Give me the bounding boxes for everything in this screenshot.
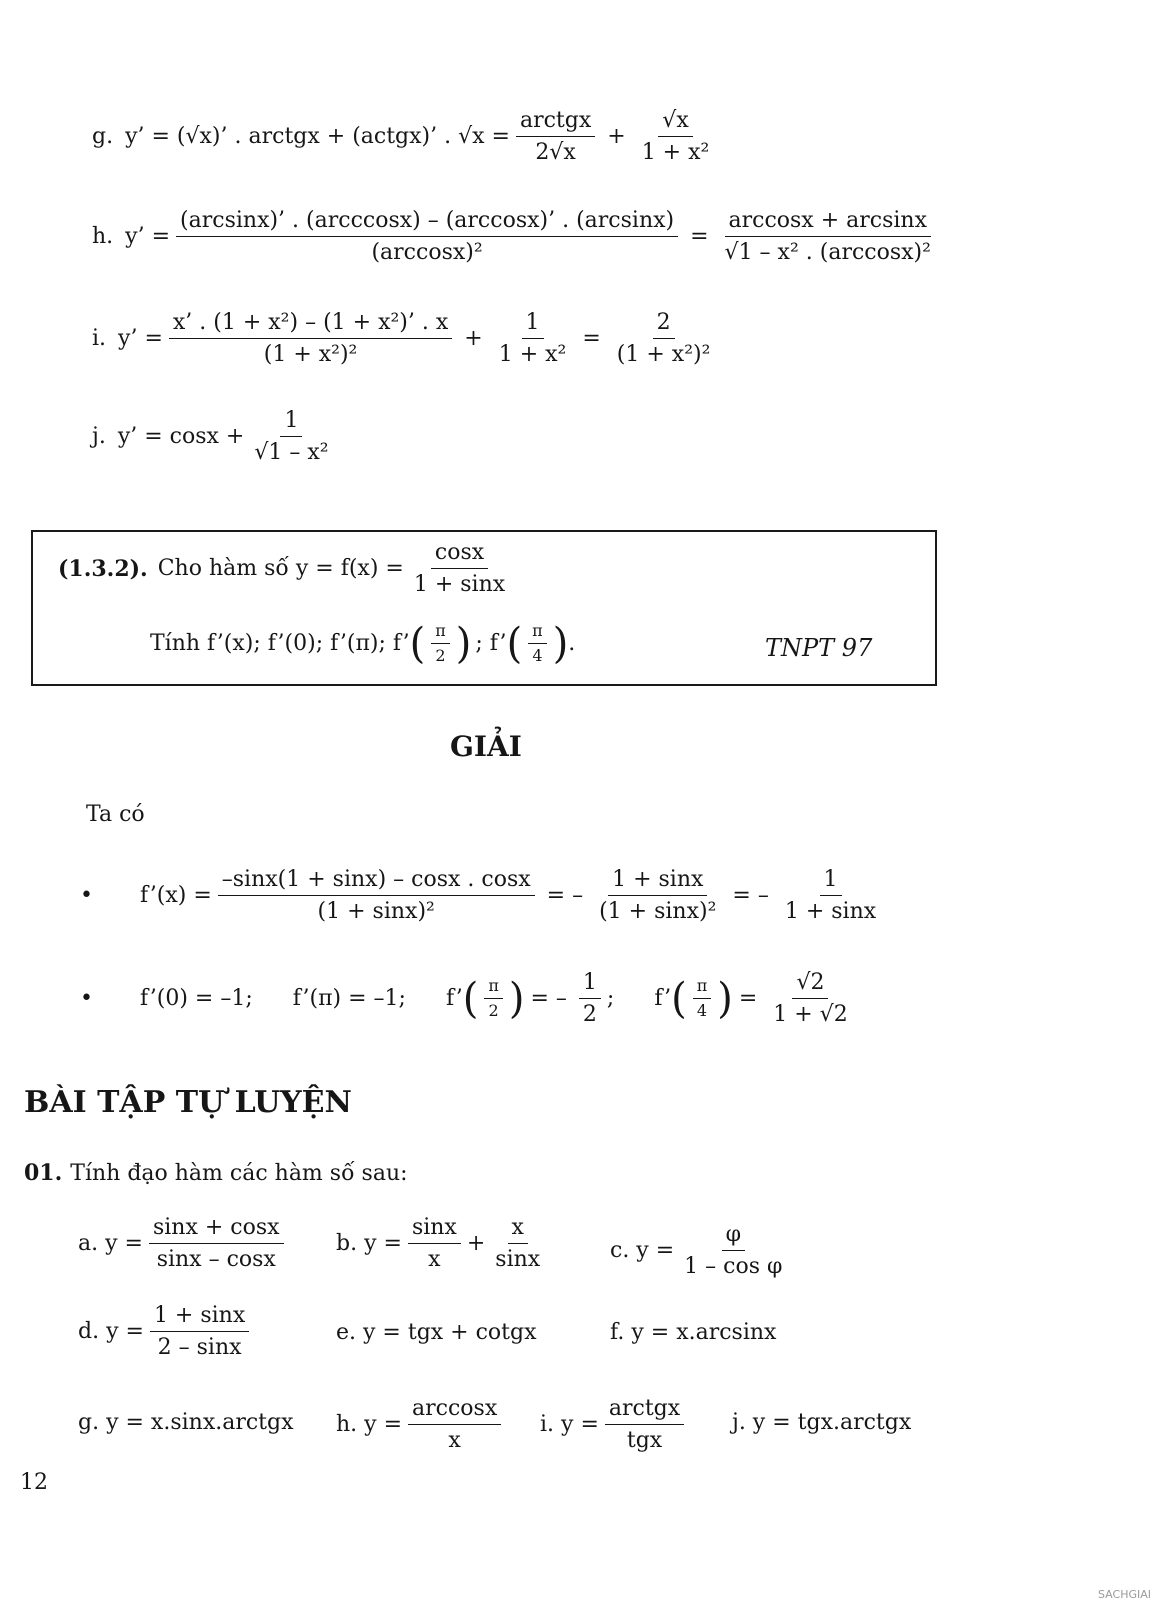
- problem-task: [150, 619, 576, 669]
- solution-l1-frac1-den: (1 + sinx)²: [317, 899, 435, 925]
- exercise-j: j. y = tgx.arctgx: [732, 1410, 912, 1435]
- deriv-h-frac1-den: (arccosx)²: [371, 240, 483, 266]
- solution-l2-pi-over-4-den: 4: [696, 1001, 708, 1021]
- exercise-a-den: sinx – cosx: [156, 1247, 276, 1273]
- deriv-i: [92, 310, 720, 368]
- deriv-i-frac1: [169, 310, 452, 368]
- deriv-i-frac2-num: 1: [522, 310, 544, 339]
- solution-l1-frac2-num: 1 + sinx: [608, 867, 707, 896]
- exercise-h-num: arccosx: [408, 1396, 501, 1425]
- exercise-c-num: φ: [722, 1222, 745, 1251]
- exercise-b-num1: sinx: [408, 1215, 461, 1244]
- solution-l1-frac2-den: (1 + sinx)²: [599, 899, 717, 925]
- solution-l2-pi-over-4: [693, 977, 712, 1021]
- exercise-d-frac: [150, 1303, 249, 1361]
- exercise-c-frac: [680, 1222, 786, 1280]
- exercise-g: g. y = x.sinx.arctgx: [78, 1410, 294, 1435]
- paren-open-icon: (: [671, 974, 687, 1023]
- deriv-i-label: i.: [92, 326, 107, 352]
- deriv-h-frac2-num: arccosx + arcsinx: [725, 208, 932, 237]
- exercise-a-num: sinx + cosx: [149, 1215, 284, 1244]
- exercise-b: [336, 1215, 550, 1273]
- exercise-i-den: tgx: [626, 1428, 663, 1454]
- deriv-i-frac3-den: (1 + x²)²: [616, 342, 711, 368]
- exercise-text: Tính đạo hàm các hàm số sau:: [70, 1160, 408, 1186]
- solution-l2-c: f’: [445, 986, 463, 1012]
- problem-task-sep: ; f’: [475, 631, 507, 657]
- exercise-number: 01.: [24, 1160, 63, 1186]
- solution-l1-frac3-den: 1 + sinx: [784, 899, 877, 925]
- deriv-g-frac1-den: 2√x: [535, 140, 576, 166]
- deriv-i-lhs: y’ =: [118, 326, 163, 352]
- deriv-i-frac3-num: 2: [653, 310, 675, 339]
- deriv-j-label: j.: [92, 424, 106, 450]
- problem-task-prefix: Tính f’(x); f’(0); f’(π); f’: [150, 631, 410, 657]
- deriv-g-frac2: [638, 108, 714, 166]
- deriv-g-frac2-num: √x: [658, 108, 692, 137]
- solution-l2-half-num: 1: [579, 970, 601, 999]
- exercise-a-frac: [149, 1215, 284, 1273]
- problem-pi-over-2: [431, 622, 450, 666]
- deriv-h-lhs: y’ =: [125, 224, 171, 250]
- deriv-g-frac2-den: 1 + x²: [641, 140, 710, 166]
- deriv-h: [92, 208, 941, 266]
- exercise-h-label: h. y =: [336, 1412, 403, 1438]
- solution-l2-b: f’(π) = –1;: [292, 986, 406, 1012]
- deriv-j-frac1-den: √1 – x²: [254, 440, 329, 466]
- problem-source: TNPT 97: [765, 634, 873, 662]
- paren-open-icon: (: [506, 619, 523, 669]
- exercise-question: [24, 1160, 408, 1186]
- exercise-c: [610, 1222, 792, 1280]
- solution-l1-frac2: [595, 867, 720, 925]
- exercise-d: [78, 1303, 255, 1361]
- solution-l2-a: f’(0) = –1;: [140, 986, 253, 1012]
- exercise-i-num: arctgx: [605, 1396, 684, 1425]
- deriv-j-lhs: y’ = cosx +: [117, 424, 245, 450]
- solution-l1-lhs: f’(x) =: [140, 883, 212, 909]
- solution-l1-frac1-num: –sinx(1 + sinx) – cosx . cosx: [218, 867, 535, 896]
- problem-text: Cho hàm số y = f(x) =: [157, 556, 404, 582]
- deriv-g: [92, 108, 719, 166]
- exercise-d-label: d. y =: [78, 1319, 144, 1345]
- watermark-logo: SACHGIAI: [1098, 1588, 1152, 1601]
- exercise-b-label: b. y =: [336, 1231, 402, 1257]
- deriv-g-label: g.: [92, 124, 114, 150]
- exercise-e: e. y = tgx + cotgx: [336, 1320, 537, 1345]
- problem-fraction-den: 1 + sinx: [413, 572, 506, 598]
- deriv-g-plus: +: [607, 124, 626, 150]
- deriv-i-frac3: [613, 310, 715, 368]
- deriv-g-frac1: [516, 108, 595, 166]
- exercise-h-den: x: [448, 1428, 461, 1454]
- deriv-j-frac1: [250, 408, 332, 466]
- exercise-i: [540, 1396, 690, 1454]
- deriv-g-frac1-num: arctgx: [516, 108, 595, 137]
- bullet-icon: •: [80, 883, 93, 909]
- deriv-i-plus: +: [464, 326, 483, 352]
- deriv-j: [92, 408, 339, 466]
- solution-l2-d-eq: =: [738, 986, 758, 1012]
- deriv-h-frac2: [721, 208, 935, 266]
- problem-fraction: [410, 540, 509, 598]
- exercise-a-label: a. y =: [78, 1231, 143, 1257]
- problem-pi-over-4-num: π: [528, 622, 547, 644]
- solution-l2-half: [579, 970, 601, 1028]
- solution-l2-pi-over-2-num: π: [484, 977, 503, 999]
- deriv-i-frac2-den: 1 + x²: [498, 342, 567, 368]
- solution-l1-eq2: = –: [732, 883, 769, 909]
- exercise-f: f. y = x.arcsinx: [610, 1320, 777, 1345]
- exercise-d-den: 2 – sinx: [157, 1335, 242, 1361]
- exercise-b-frac1: [408, 1215, 461, 1273]
- problem-task-end: .: [568, 631, 576, 657]
- problem-pi-over-2-num: π: [431, 622, 450, 644]
- exercise-b-den2: sinx: [495, 1247, 541, 1273]
- exercises-heading: BÀI TẬP TỰ LUYỆN: [24, 1085, 352, 1120]
- problem-fraction-num: cosx: [431, 540, 488, 569]
- problem-id: (1.3.2).: [58, 555, 148, 582]
- bullet-icon: •: [80, 986, 93, 1012]
- solution-l2-sqrt2-num: √2: [792, 970, 828, 999]
- exercise-b-plus: +: [466, 1231, 486, 1257]
- solution-l2-semi: ;: [606, 986, 615, 1012]
- deriv-h-label: h.: [92, 224, 114, 250]
- exercise-a: [78, 1215, 290, 1273]
- page-number: 12: [20, 1470, 48, 1495]
- deriv-i-frac1-den: (1 + x²)²: [263, 342, 358, 368]
- exercise-c-den: 1 – cos φ: [684, 1254, 783, 1280]
- deriv-g-lhs: y’ = (√x)’ . arctgx + (actgx)’ . √x =: [125, 124, 510, 150]
- deriv-i-frac1-num: x’ . (1 + x²) – (1 + x²)’ . x: [169, 310, 452, 339]
- solution-l2-pi-over-4-num: π: [693, 977, 712, 999]
- paren-close-icon: ): [552, 619, 569, 669]
- paren-close-icon: ): [717, 974, 733, 1023]
- solution-l2-c-eq: = –: [530, 986, 567, 1012]
- exercise-i-label: i. y =: [540, 1412, 599, 1438]
- solution-l2-pi-over-2: [484, 977, 503, 1021]
- solution-l2-sqrt2-den: 1 + √2: [773, 1002, 848, 1028]
- problem-pi-over-4: [528, 622, 547, 666]
- solution-l1-frac1: [218, 867, 535, 925]
- solution-l2-sqrt2-frac: [769, 970, 851, 1028]
- exercise-b-den1: x: [428, 1247, 441, 1273]
- solution-l2-half-den: 2: [582, 1002, 597, 1028]
- paren-open-icon: (: [409, 619, 426, 669]
- problem-statement: [58, 540, 515, 598]
- solution-l2-pi-over-2-den: 2: [488, 1001, 499, 1021]
- deriv-i-frac2: [495, 310, 571, 368]
- exercise-d-num: 1 + sinx: [150, 1303, 249, 1332]
- deriv-i-eq: =: [582, 326, 601, 352]
- problem-pi-over-2-den: 2: [435, 646, 446, 666]
- paren-close-icon: ): [508, 974, 525, 1023]
- deriv-h-frac1-num: (arcsinx)’ . (arcccosx) – (arccosx)’ . (arcsinx): [176, 208, 678, 237]
- exercise-b-frac2: [491, 1215, 544, 1273]
- exercise-h-frac: [408, 1396, 501, 1454]
- exercise-i-frac: [605, 1396, 684, 1454]
- exercise-b-num2: x: [508, 1215, 528, 1244]
- deriv-h-frac2-den: √1 – x² . (arccosx)²: [724, 240, 931, 266]
- exercise-c-label: c. y =: [610, 1238, 675, 1264]
- exercise-h: [336, 1396, 507, 1454]
- solution-l2-d: f’: [654, 986, 672, 1012]
- problem-pi-over-4-den: 4: [532, 646, 543, 666]
- solution-l1-frac3: [781, 867, 880, 925]
- solution-line-1: [80, 867, 886, 925]
- solution-line-2: [80, 970, 858, 1028]
- deriv-j-frac1-num: 1: [280, 408, 302, 437]
- paren-close-icon: ): [455, 619, 472, 669]
- solution-l1-eq1: = –: [546, 883, 584, 909]
- paren-open-icon: (: [462, 974, 479, 1023]
- solution-heading: GIẢI: [450, 730, 522, 763]
- solution-l1-frac3-num: 1: [820, 867, 842, 896]
- deriv-h-frac1: [176, 208, 678, 266]
- solution-intro: Ta có: [86, 802, 145, 827]
- deriv-h-eq: =: [690, 224, 709, 250]
